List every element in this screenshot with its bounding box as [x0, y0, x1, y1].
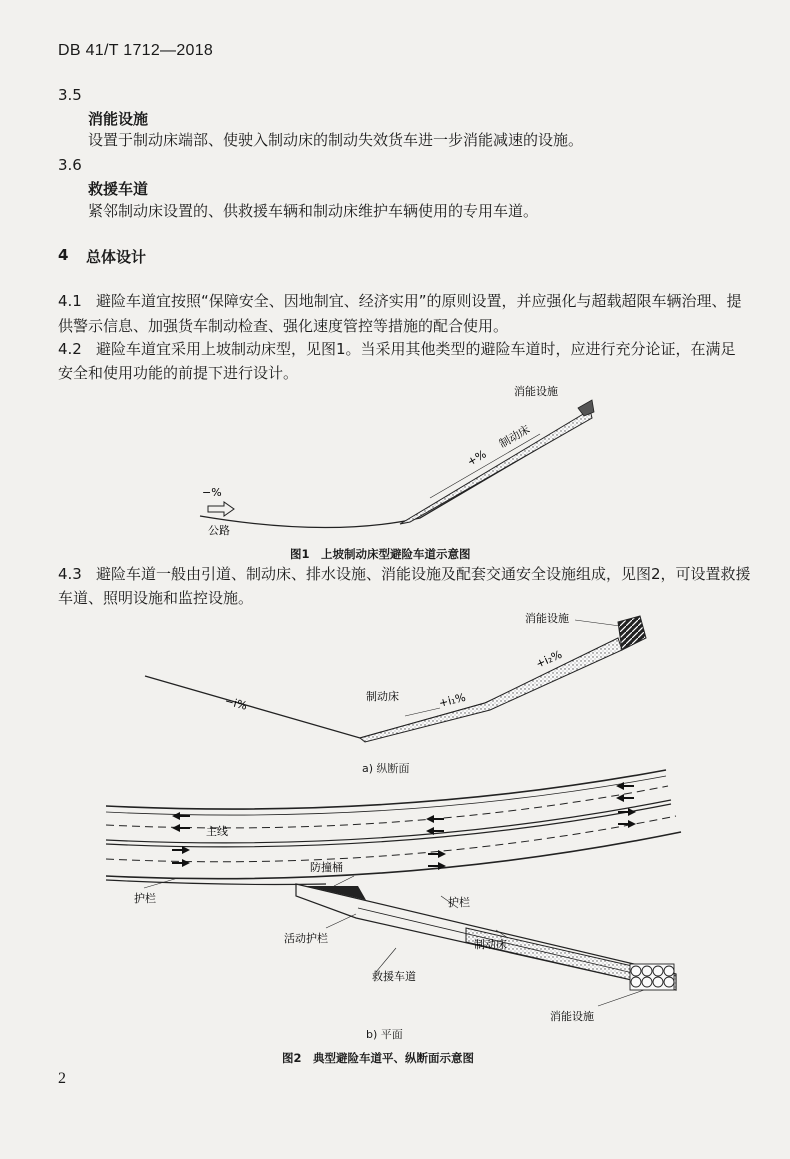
clause-4-2-number: 4.2 — [58, 340, 82, 358]
fig2a-label-grade-2: +i₂% — [533, 647, 565, 671]
fig2b-label-rescue-lane: 救援车道 — [372, 970, 416, 983]
clause-4-3-line1: 避险车道一般由引道、制动床、排水设施、消能设施及配套交通安全设施组成，见图2，可设置救援 — [96, 565, 751, 583]
section-3-6-title: 救援车道 — [88, 180, 149, 198]
clause-4-3-number: 4.3 — [58, 565, 82, 583]
section-3-5-number: 3.5 — [58, 86, 82, 104]
fig1-label-bed: 制动床 — [497, 422, 533, 451]
section-3-6-number: 3.6 — [58, 156, 82, 174]
fig2b-energy-barrels — [630, 964, 674, 990]
figure-2a-drawing — [140, 608, 680, 758]
figure-2b-drawing — [96, 768, 706, 1028]
section-3-5-title: 消能设施 — [88, 110, 149, 128]
fig1-label-road-grade: −% — [202, 486, 222, 499]
fig2b-label-guardrail-left: 护栏 — [134, 892, 156, 905]
fig2b-label-energy: 消能设施 — [550, 1010, 594, 1023]
figure-2a-caption: a) 纵断面 — [362, 762, 410, 775]
clause-4-1-number: 4.1 — [58, 292, 82, 310]
fig2a-label-grade-down: −i% — [223, 694, 249, 713]
fig2b-label-movable-guardrail: 活动护栏 — [284, 932, 328, 945]
fig1-label-energy: 消能设施 — [514, 385, 558, 398]
fig1-direction-arrow — [208, 502, 234, 516]
figure-2b-caption: b) 平面 — [366, 1028, 403, 1041]
fig2a-label-grade-1: +i₁% — [437, 690, 468, 710]
clause-4-2-line1: 避险车道宜采用上坡制动床型，见图1。当采用其他类型的避险车道时，应进行充分论证，在满足 — [96, 340, 736, 358]
clause-4-2-line2: 安全和使用功能的前提下进行设计。 — [58, 364, 299, 382]
chapter-4-number: 4 — [58, 246, 69, 264]
figure-1-drawing — [180, 378, 620, 548]
fig1-bed-shape — [400, 410, 592, 524]
chapter-4-title: 总体设计 — [86, 248, 147, 266]
clause-4-1-line2: 供警示信息、加强货车制动检查、强化速度管控等措施的配合使用。 — [58, 317, 509, 335]
section-3-5-text: 设置于制动床端部、使驶入制动床的制动失效货车进一步消能减速的设施。 — [88, 131, 584, 149]
section-3-6-text: 紧邻制动床设置的、供救援车辆和制动床维护车辆使用的专用车道。 — [88, 202, 539, 220]
fig2a-label-bed: 制动床 — [366, 690, 399, 703]
figure-1-caption: 图1 上坡制动床型避险车道示意图 — [290, 547, 471, 561]
fig1-label-road: 公路 — [208, 524, 230, 537]
fig1-label-bed-grade: +% — [465, 447, 489, 469]
fig2b-label-bed: 制动床 — [474, 938, 507, 951]
fig2b-label-guardrail-right: 护栏 — [448, 896, 470, 909]
fig2a-label-energy: 消能设施 — [525, 612, 569, 625]
clause-4-3-line2: 车道、照明设施和监控设施。 — [58, 589, 254, 607]
clause-4-1-line1: 避险车道宜按照“保障安全、因地制宜、经济实用”的原则设置，并应强化与超载超限车辆治理、提 — [96, 292, 742, 310]
fig1-energy-block — [578, 400, 594, 416]
page-number: 2 — [58, 1070, 66, 1087]
fig2b-label-mainline: 主线 — [206, 825, 228, 838]
fig2a-energy-block — [618, 616, 646, 650]
standard-number: DB 41/T 1712—2018 — [58, 42, 214, 59]
fig2b-label-crash-barrel: 防撞桶 — [310, 861, 343, 874]
figure-2-caption: 图2 典型避险车道平、纵断面示意图 — [282, 1051, 474, 1065]
